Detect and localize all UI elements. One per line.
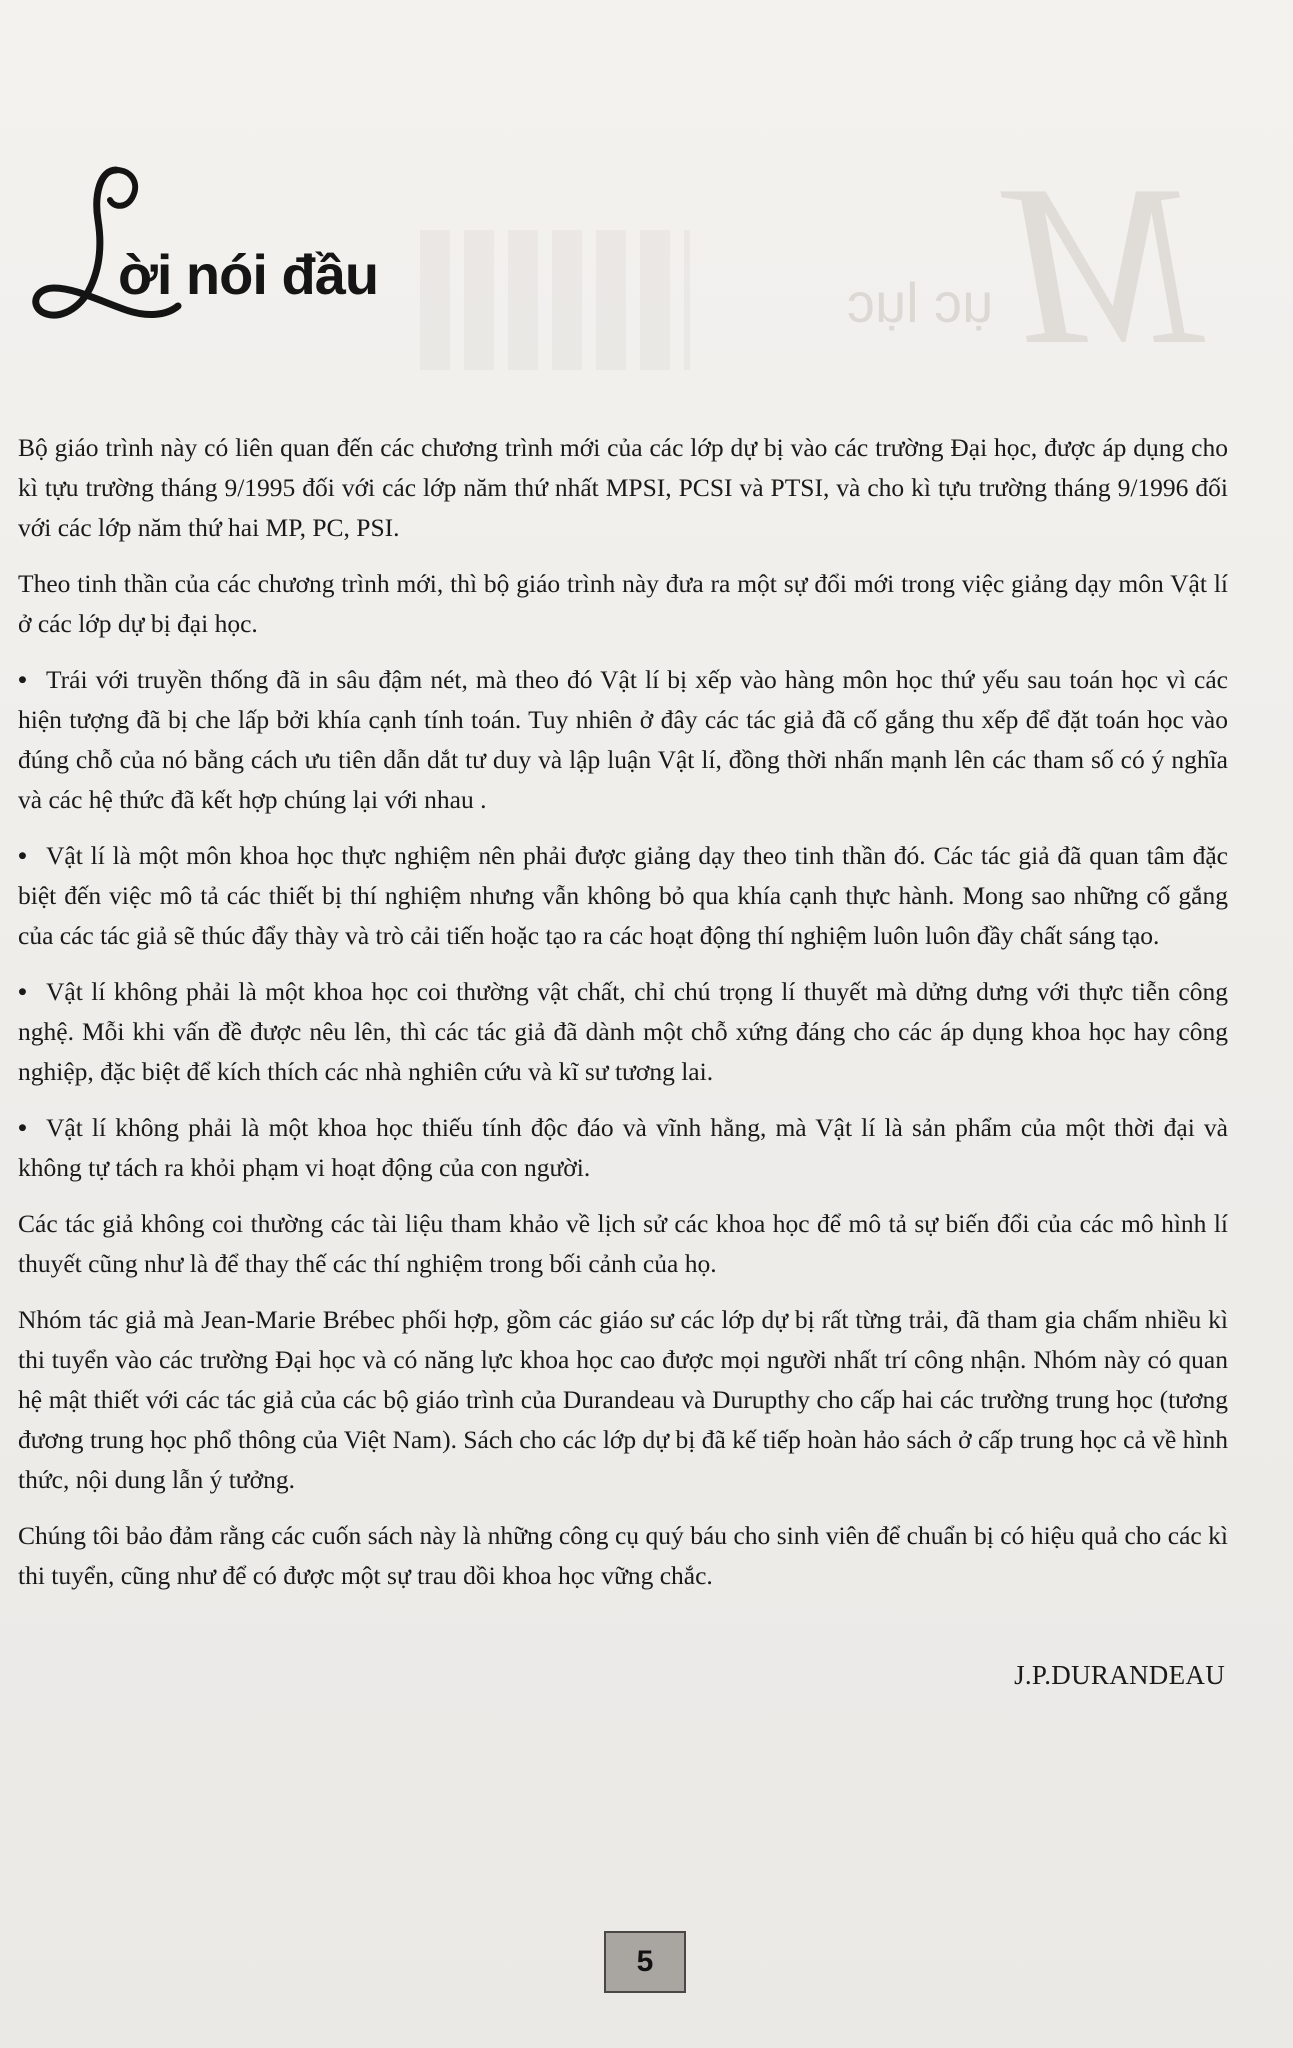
bullet-text: Vật lí không phải là một khoa học thiếu tính độc đáo và vĩnh hằng, mà Vật lí là sản phẩm của một thời đại và không tự tách ra khỏi phạm vi hoạt động của con người. — [18, 1113, 1228, 1182]
author-signature: J.P.DURANDEAU — [1014, 1660, 1225, 1690]
bullet-paragraph — [18, 972, 1228, 1092]
title-text: ời nói đầu — [118, 243, 379, 306]
paragraph: Các tác giả không coi thường các tài liệu tham khảo về lịch sử các khoa học để mô tả sự biến đổi của các mô hình lí thuyết cũng như là để thay thế các thí nghiệm trong bối cảnh của họ. — [18, 1209, 1228, 1278]
paragraph: Bộ giáo trình này có liên quan đến các chương trình mới của các lớp dự bị vào các trường Đại học, được áp dụng cho kì tựu trường tháng 9/1995 đối với các lớp năm thứ nhất MPSI, PCSI và PTSI, và cho kì tựu trường tháng 9/1996 đối với các lớp năm thứ hai MP, PC, PSI. — [18, 433, 1228, 542]
bullet-paragraph — [18, 836, 1228, 956]
page-number: 5 — [604, 1931, 686, 1993]
bullet-text: Trái với truyền thống đã in sâu đậm nét, mà theo đó Vật lí bị xếp vào hàng môn học thứ yếu sau toán học vì các hiện tượng đã bị che lấp bởi khía cạnh tính toán. Tuy nhiên ở đây các tác giả đã cố gắng thu xếp để đặt toán học vào đúng chỗ của nó bằng cách ưu tiên dẫn dắt tư duy và lập luận Vật lí, đồng thời nhấn mạnh lên các tham số có ý nghĩa và các hệ thức đã kết hợp chúng lại với nhau . — [18, 665, 1228, 814]
bullet-text: Vật lí là một môn khoa học thực nghiệm nên phải được giảng dạy theo tinh thần đó. Các tác giả đã quan tâm đặc biệt đến việc mô tả các thiết bị thí nghiệm nhưng vẫn không bỏ qua khía cạnh thực hành. Mong sao những cố gắng của các tác giả sẽ thúc đẩy thày và trò cải tiến hoặc tạo ra các hoạt động thí nghiệm luôn luôn đầy chất sáng tạo. — [18, 841, 1228, 950]
paragraph: Chúng tôi bảo đảm rằng các cuốn sách này là những công cụ quý báu cho sinh viên để chuẩn bị có hiệu quả cho các kì thi tuyển, cũng như để có được một sự trau dồi khoa học vững chắc. — [18, 1521, 1228, 1590]
bullet-paragraph — [18, 660, 1228, 820]
bleed-through-letter: M — [1011, 137, 1203, 392]
bleed-through-heading: ục lục — [846, 271, 993, 334]
paragraph: Theo tinh thần của các chương trình mới, thì bộ giáo trình này đưa ra một sự đổi mới trong việc giảng dạy môn Vật lí ở các lớp dự bị đại học. — [18, 569, 1228, 638]
bullet-text: Vật lí không phải là một khoa học coi thường vật chất, chỉ chú trọng lí thuyết mà dửng dưng với thực tiễn công nghệ. Mỗi khi vấn đề được nêu lên, thì các tác giả đã dành một chỗ xứng đáng cho các áp dụng khoa học hay công nghiệp, đặc biệt để kích thích các nhà nghiên cứu và kĩ sư tương lai. — [18, 977, 1228, 1086]
paragraph: Nhóm tác giả mà Jean-Marie Brébec phối hợp, gồm các giáo sư các lớp dự bị rất từng trải, đã tham gia chấm nhiều kì thi tuyển vào các trường Đại học và có năng lực khoa học cao được mọi người nhất trí công nhận. Nhóm này có quan hệ mật thiết với các tác giả của các bộ giáo trình của Durandeau và Durupthy cho cấp hai các trường trung học (tương đương trung học phổ thông của Việt Nam). Sách cho các lớp dự bị đã kế tiếp hoàn hảo sách ở cấp trung học cả về hình thức, nội dung lẫn ý tưởng. — [18, 1305, 1228, 1494]
page-title — [28, 150, 548, 350]
preface-body — [18, 428, 1228, 1612]
bullet-paragraph — [18, 1108, 1228, 1188]
